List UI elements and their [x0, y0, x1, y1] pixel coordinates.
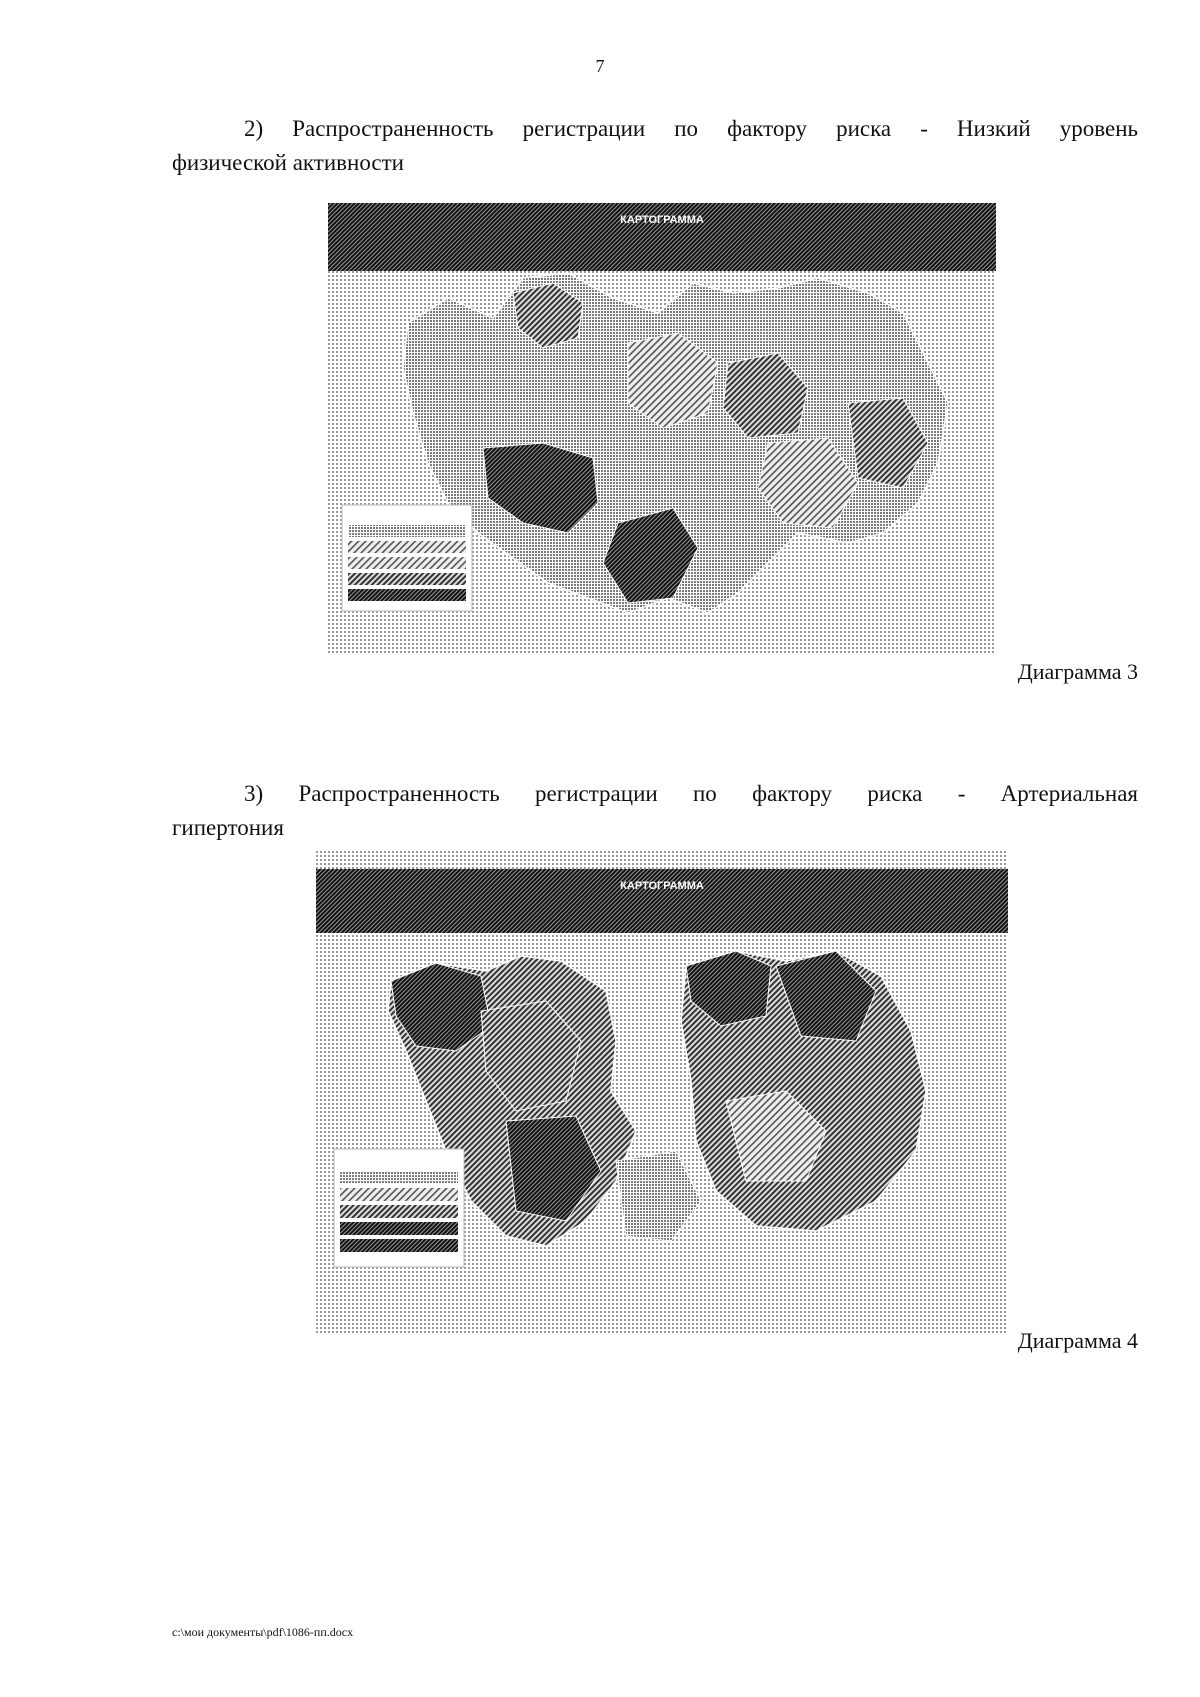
cartogram-physical-activity-image [328, 203, 996, 655]
section-2-heading-line-2: физической активности [172, 150, 404, 175]
section-3-heading [172, 777, 1138, 845]
diagram-4-caption: Диаграмма 4 [1017, 1328, 1138, 1353]
page-number: 7 [595, 56, 605, 76]
section-2-heading [172, 112, 1138, 180]
cartogram-physical-activity [328, 203, 996, 655]
diagram-3-caption: Диаграмма 3 [1017, 659, 1138, 684]
section-3-heading-line-2: гипертония [172, 815, 284, 840]
cartogram-header-title: КАРТОГРАММА [620, 880, 704, 892]
section-2-heading-line-1: 2) Распространенность регистрации по фактору риска - Низкий уровень [244, 116, 1138, 141]
cartogram-hypertension-image [316, 851, 1008, 1335]
section-3-heading-line-1: 3) Распространенность регистрации по фактору риска - Артериальная [244, 781, 1138, 806]
cartogram-header-title: КАРТОГРАММА [620, 214, 704, 226]
cartogram-hypertension [316, 851, 1008, 1335]
footer-file-path: c:\мои документы\pdf\1086-пп.docx [172, 1625, 354, 1639]
